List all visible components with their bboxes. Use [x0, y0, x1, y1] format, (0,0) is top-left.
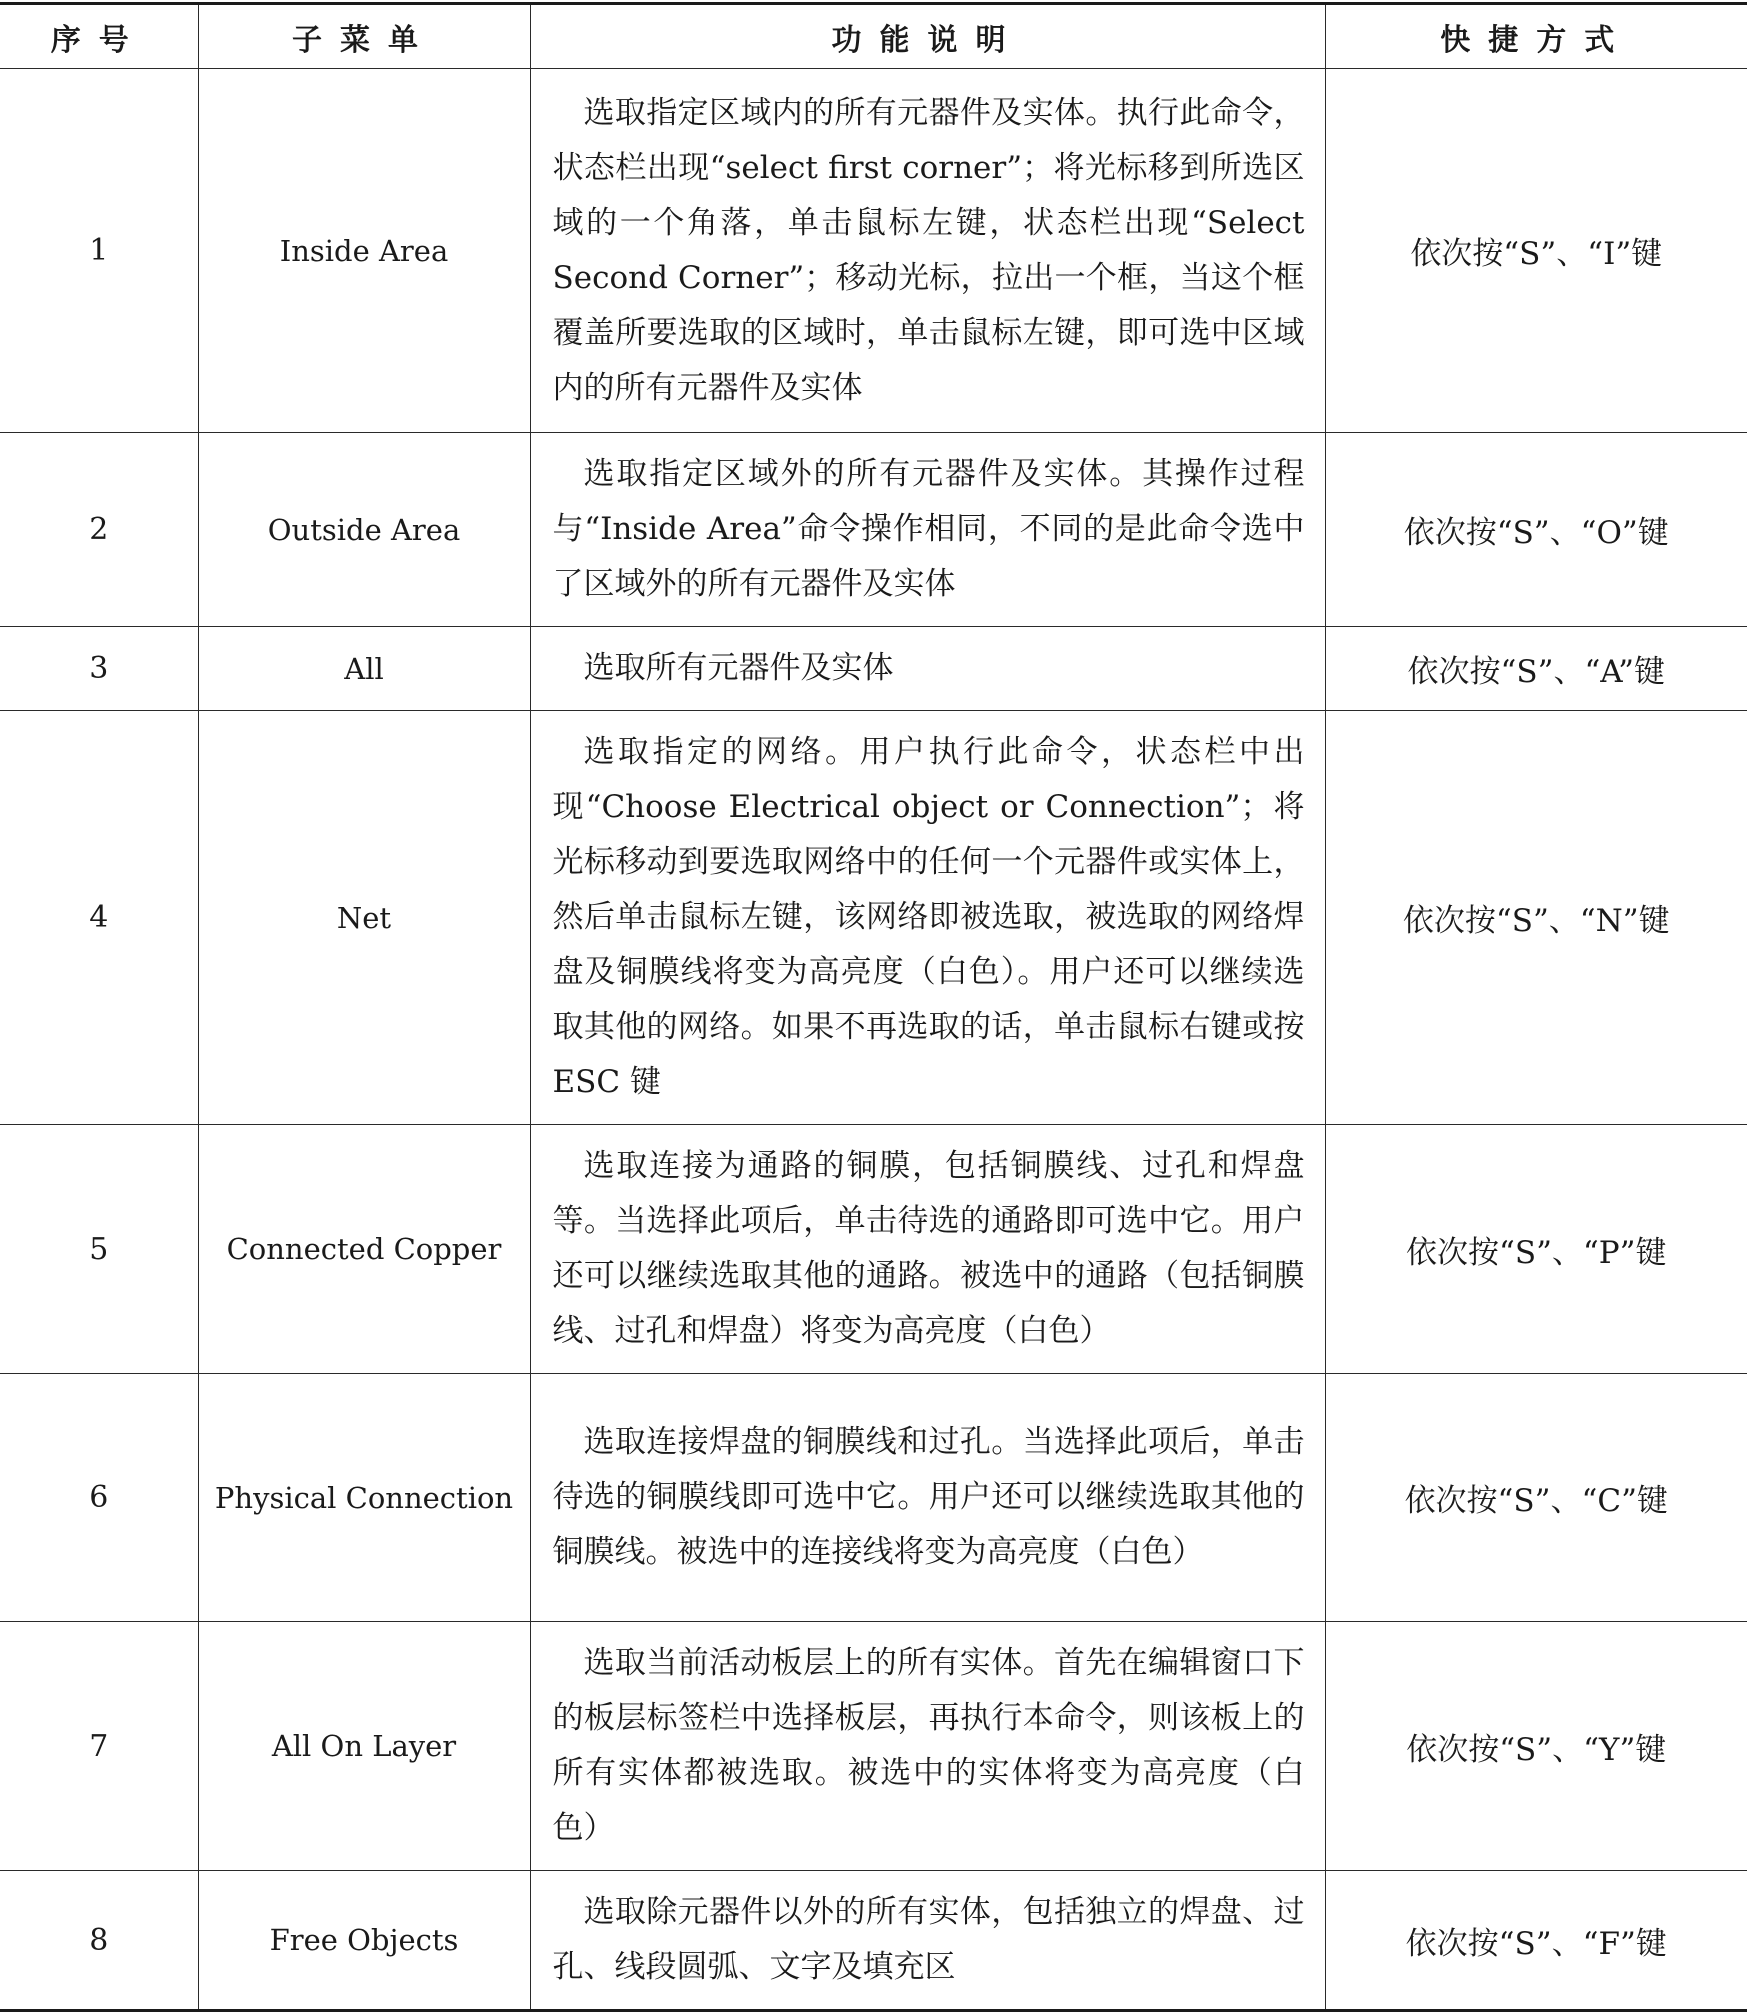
submenu-name: Outside Area: [198, 433, 530, 627]
table-row: [0, 1125, 1747, 1374]
submenu-name: All On Layer: [198, 1622, 530, 1871]
function-description: 选取当前活动板层上的所有实体。首先在编辑窗口下的板层标签栏中选择板层，再执行本命令，则该板上的所有实体都被选取。被选中的实体将变为高亮度（白色）: [530, 1622, 1325, 1871]
function-description: 选取指定区域外的所有元器件及实体。其操作过程与“Inside Area”命令操作相同，不同的是此命令选中了区域外的所有元器件及实体: [530, 433, 1325, 627]
row-number: 2: [0, 433, 198, 627]
table-row: [0, 1871, 1747, 2011]
row-number: 4: [0, 711, 198, 1125]
function-description: 选取指定区域内的所有元器件及实体。执行此命令，状态栏出现“select first corner”；将光标移到所选区域的一个角落，单击鼠标左键，状态栏出现“Select Second Corner”；移动光标，拉出一个框，当这个框覆盖所要选取的区域时，单击鼠标左键，即可选中区域内的所有元器件及实体: [530, 69, 1325, 433]
table-row: [0, 69, 1747, 433]
shortcut-keys: 依次按“S”、“F”键: [1325, 1871, 1747, 2011]
table-row: [0, 1622, 1747, 1871]
function-description: 选取指定的网络。用户执行此命令，状态栏中出现“Choose Electrical object or Connection”；将光标移动到要选取网络中的任何一个元器件或实体上，然后单击鼠标左键，该网络即被选取，被选取的网络焊盘及铜膜线将变为高亮度（白色）。用户还可以继续选取其他的网络。如果不再选取的话，单击鼠标右键或按 ESC 键: [530, 711, 1325, 1125]
shortcut-keys: 依次按“S”、“N”键: [1325, 711, 1747, 1125]
table-row: [0, 711, 1747, 1125]
function-description: 选取连接为通路的铜膜，包括铜膜线、过孔和焊盘等。当选择此项后，单击待选的通路即可选中它。用户还可以继续选取其他的通路。被选中的通路（包括铜膜线、过孔和焊盘）将变为高亮度（白色）: [530, 1125, 1325, 1374]
submenu-name: Free Objects: [198, 1871, 530, 2011]
submenu-name: Physical Connection: [198, 1374, 530, 1622]
header-row: [0, 4, 1747, 69]
shortcut-keys: 依次按“S”、“Y”键: [1325, 1622, 1747, 1871]
function-description: 选取除元器件以外的所有实体，包括独立的焊盘、过孔、线段圆弧、文字及填充区: [530, 1871, 1325, 2011]
header-no: 序号: [0, 4, 198, 69]
header-description: 功能说明: [530, 4, 1325, 69]
submenu-name: Net: [198, 711, 530, 1125]
row-number: 7: [0, 1622, 198, 1871]
row-number: 3: [0, 627, 198, 711]
shortcut-keys: 依次按“S”、“I”键: [1325, 69, 1747, 433]
row-number: 1: [0, 69, 198, 433]
function-description: 选取所有元器件及实体: [530, 627, 1325, 711]
shortcut-keys: 依次按“S”、“C”键: [1325, 1374, 1747, 1622]
shortcut-keys: 依次按“S”、“O”键: [1325, 433, 1747, 627]
row-number: 8: [0, 1871, 198, 2011]
header-shortcut: 快捷方式: [1325, 4, 1747, 69]
shortcut-keys: 依次按“S”、“A”键: [1325, 627, 1747, 711]
function-description: 选取连接焊盘的铜膜线和过孔。当选择此项后，单击待选的铜膜线即可选中它。用户还可以继续选取其他的铜膜线。被选中的连接线将变为高亮度（白色）: [530, 1374, 1325, 1622]
submenu-name: Connected Copper: [198, 1125, 530, 1374]
shortcut-keys: 依次按“S”、“P”键: [1325, 1125, 1747, 1374]
select-submenu-table: [0, 2, 1747, 2012]
row-number: 5: [0, 1125, 198, 1374]
table-row: [0, 627, 1747, 711]
submenu-name: Inside Area: [198, 69, 530, 433]
header-submenu: 子菜单: [198, 4, 530, 69]
submenu-name: All: [198, 627, 530, 711]
row-number: 6: [0, 1374, 198, 1622]
table-row: [0, 1374, 1747, 1622]
table-row: [0, 433, 1747, 627]
